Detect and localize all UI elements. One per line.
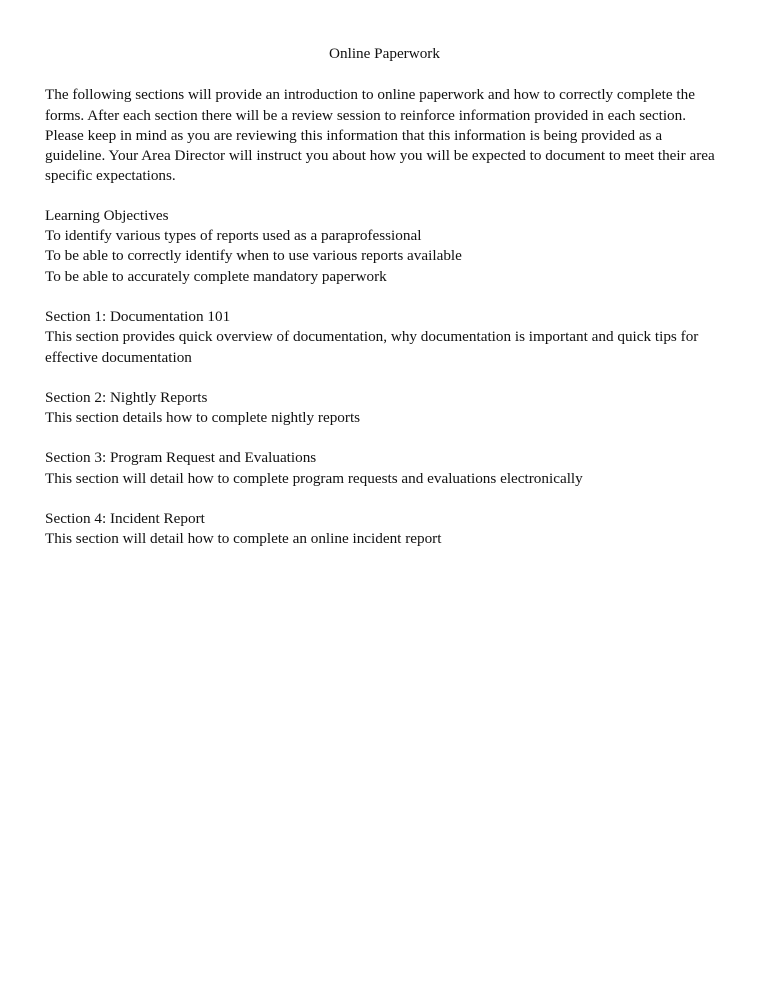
section-heading: Section 4: Incident Report — [45, 510, 205, 528]
objective-item: To be able to accurately complete mandatory paperwork — [45, 267, 387, 285]
page-title: Online Paperwork — [329, 45, 440, 62]
section-1 — [45, 307, 724, 368]
section-4 — [45, 509, 724, 550]
section-heading: Section 1: Documentation 101 — [45, 307, 231, 325]
section-3 — [45, 448, 724, 489]
objective-item: To be able to correctly identify when to use various reports available — [45, 247, 462, 265]
section-description: This section details how to complete nightly reports — [45, 409, 361, 427]
section-description: This section provides quick overview of documentation, why documentation is important and quick tips for effective documentation — [45, 328, 699, 366]
learning-objectives — [45, 206, 724, 287]
objective-item: To identify various types of reports used as a paraprofessional — [45, 227, 422, 245]
section-description: This section will detail how to complete an online incident report — [45, 530, 442, 548]
section-heading: Section 2: Nightly Reports — [45, 388, 208, 406]
section-description: This section will detail how to complete program requests and evaluations electronically — [45, 469, 583, 487]
intro-paragraph: The following sections will provide an introduction to online paperwork and how to correctly complete the forms. After each section there will be a review session to reinforce information provided in each section. Please keep in mind as you are reviewing this information that this information is being provided as a guideline. Your Area Director will instruct you about how you will be expected to document to meet their area specific expectations. — [45, 86, 715, 185]
section-2 — [45, 388, 724, 429]
section-heading: Section 3: Program Request and Evaluations — [45, 449, 317, 467]
objectives-heading: Learning Objectives — [45, 206, 169, 224]
